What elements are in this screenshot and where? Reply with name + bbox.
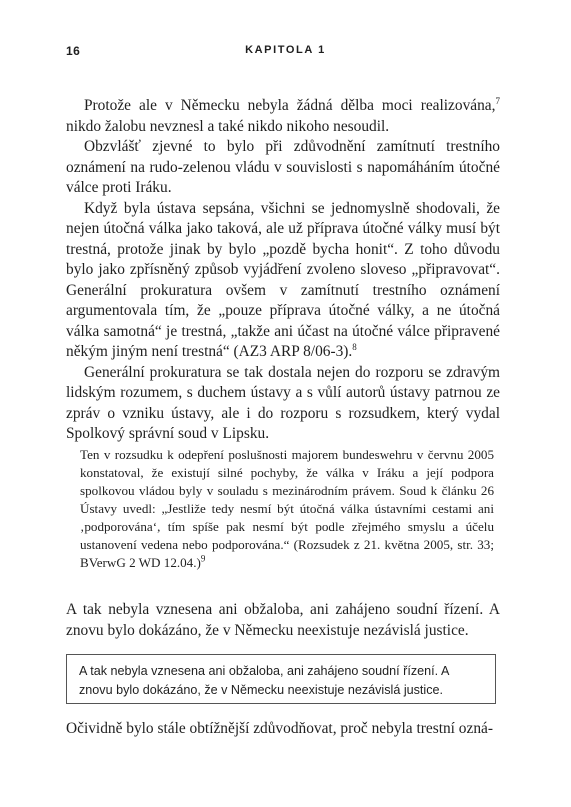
paragraph: Obzvlášť zjevné to bylo při zdůvodnění zamítnutí trestního oznámení na rudo-zelenou vládu v souvislosti s napomáháním útočné válce proti Iráku. [66, 138, 500, 196]
block-quote: Ten v rozsudku k odepření poslušnosti majorem bundeswehru v červnu 2005 konstatoval, že existují silné pochyby, že válka v Iráku a její podpora spolkovou vládou byly v souladu s mezinárodním právem. Soud k článku 26 Ústavy uvedl: „Jestliže tedy nesmí být útočná válka ústavními cestami ani ‚podporována‘, tím spíše pak nesmí být podle zřejmého smyslu a účelu ustanovení vedena nebo podporována.“ (Rozsudek z 21. května 2005, str. 33; BVerwG 2 WD 12.04.)$^9$ [80, 447, 494, 570]
page-header [0, 44, 571, 64]
paragraph: A tak nebyla vznesena ani obžaloba, ani zahájeno soudní řízení. A znovu bylo dokázáno, že v Německu neexistuje nezávislá justice. [66, 601, 500, 639]
footnote-ref: 9 [200, 553, 206, 564]
paragraph: Protože ale v Německu nebyla žádná dělba moci realizována,$^7$ nikdo žalobu nevznesl a také nikdo nikoho nesoudil. [66, 95, 500, 135]
footnote-ref: 8 [352, 341, 357, 352]
paragraph: Generální prokuratura se tak dostala nejen do rozporu se zdravým lidským rozumem, s duchem ústavy a s vůlí autorů ústavy patrnou ze zpráv o vzniku ústavy, ale i do rozporu s rozsudkem, který vydal Spolkový správní soud v Lipsku. [66, 363, 500, 442]
main-text [66, 96, 500, 445]
running-head: KAPITOLA 1 [245, 44, 326, 56]
conclusion-text [66, 600, 500, 641]
paragraph: Když byla ústava sepsána, všichni se jednomyslně shodovali, že nejen útočná válka jako taková, ale už příprava útočné války musí být trestná, protože jinak by bylo „pozdě bycha honit“. Z toho důvodu bylo jako zpřísněný způsob vyjádření zvoleno sloveso „připravovat“. Generální prokuratura ovšem v zamítnutí trestního oznámení argumentovala tím, že „pouze příprava útočné války, a ne útočná válka samotná“ je trestná, „takže ani účast na útočné válce připravené někým jiným není trestná“ (AZ3 ARP 8/06-3).$^8$ [66, 199, 500, 360]
callout-box [66, 654, 496, 704]
callout-text: A tak nebyla vznesena ani obžaloba, ani zahájeno soudní řízení. A znovu bylo dokázáno, že v Německu neexistuje nezávislá justice. [79, 664, 449, 697]
footnote-ref: 7 [495, 95, 500, 106]
continuation-text [66, 719, 500, 740]
paragraph: Očividně bylo stále obtížnější zdůvodňovat, proč nebyla trestní ozná- [66, 720, 493, 737]
page-number: 16 [66, 44, 81, 58]
